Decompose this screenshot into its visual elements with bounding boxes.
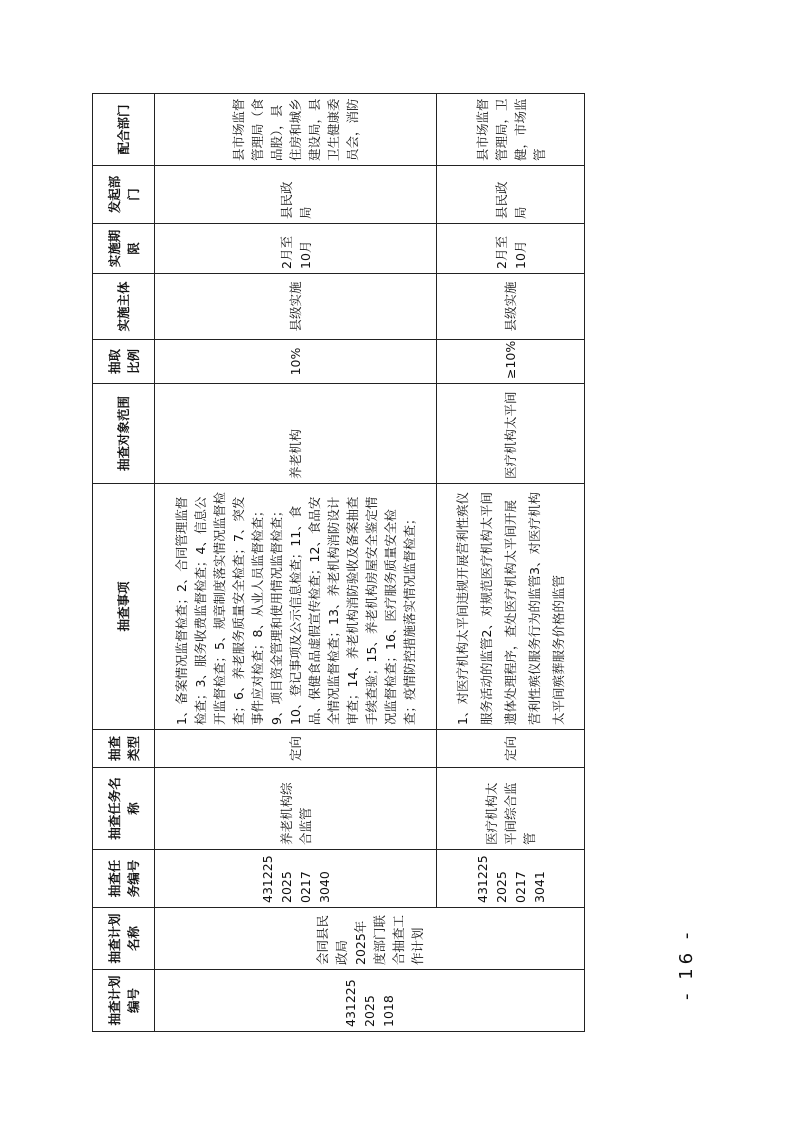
header-subject: 实施主体 [93,274,155,340]
header-plan-name: 抽查计划名称 [93,908,155,970]
header-cooperate: 配合部门 [93,94,155,166]
header-ratio: 抽取比例 [93,340,155,384]
table-row [155,94,437,1032]
initiator-cell: 县民政局 [155,166,437,224]
header-task-code: 抽查任务编号 [93,850,155,908]
cooperate-cell: 县市场监督管理局（食品股），县住房和城乡建设局，县卫生健康委员会，消防 [155,94,437,166]
cooperate-cell: 县市场监督管理局，卫健，市场监管 [437,94,585,166]
check-type-cell: 定向 [155,730,437,768]
header-plan-code: 抽查计划编号 [93,970,155,1032]
ratio-cell: ≥10% [437,340,585,384]
header-initiator: 发起部门 [93,166,155,224]
ratio-cell: 10% [155,340,437,384]
header-check-type: 抽查类型 [93,730,155,768]
task-code-cell: 431225 2025 0217 3041 [437,850,585,908]
task-name-cell: 医疗机构太平间综合监管 [437,768,585,850]
task-name-cell: 养老机构综合监管 [155,768,437,850]
header-task-name: 抽查任务名称 [93,768,155,850]
task-code-cell: 431225 2025 0217 3040 [155,850,437,908]
header-items: 抽查事项 [93,484,155,730]
period-cell: 2月至10月 [155,224,437,274]
period-cell: 2月至10月 [437,224,585,274]
inspection-table-frame [92,94,584,1032]
page-number: - 16 - [676,928,697,1000]
plan-code-cell: 431225 2025 1018 [155,970,585,1032]
inspection-table [92,93,585,1032]
items-cell: 1、备案情况监督检查；2、合同管理监督检查；3、服务收费监督检查；4、信息公开监督检查；5、规章制度落实情况监督检查；6、养老服务质量安全检查；7、突发事件应对检查；8、从业人员监督检查；9、项目资金管理和使用情况监督检查；10、登记事项及公示信息检查；11、食品、保健食品虚假宣传检查；12、食品安全情况监督检查；13、养老机构消防设计审查；14、养老机构消防验收及备案抽查手续查验；15、养老机构房屋安全鉴定情况监督检查；16、医疗服务质量安全检查；疫情防控措施落实情况监督检查； [155,484,437,730]
header-row [93,94,155,1032]
plan-name-cell: 会同县民政局2025年度部门联合抽查工作计划 [155,908,585,970]
subject-cell: 县级实施 [155,274,437,340]
check-type-cell: 定向 [437,730,585,768]
table-row [437,94,585,1032]
header-period: 实施期限 [93,224,155,274]
scope-cell: 养老机构 [155,384,437,484]
initiator-cell: 县民政局 [437,166,585,224]
header-scope: 抽查对象范围 [93,384,155,484]
subject-cell: 县级实施 [437,274,585,340]
scope-cell: 医疗机构太平间 [437,384,585,484]
items-cell: 1、对医疗机构太平间违规开展营利性殡仪服务活动的监管2、对规范医疗机构太平间遗体处理程序，查处医疗机构太平间开展营利性殡仪服务行为的监管3、对医疗机构太平间殡葬服务价格的监管 [437,484,585,730]
